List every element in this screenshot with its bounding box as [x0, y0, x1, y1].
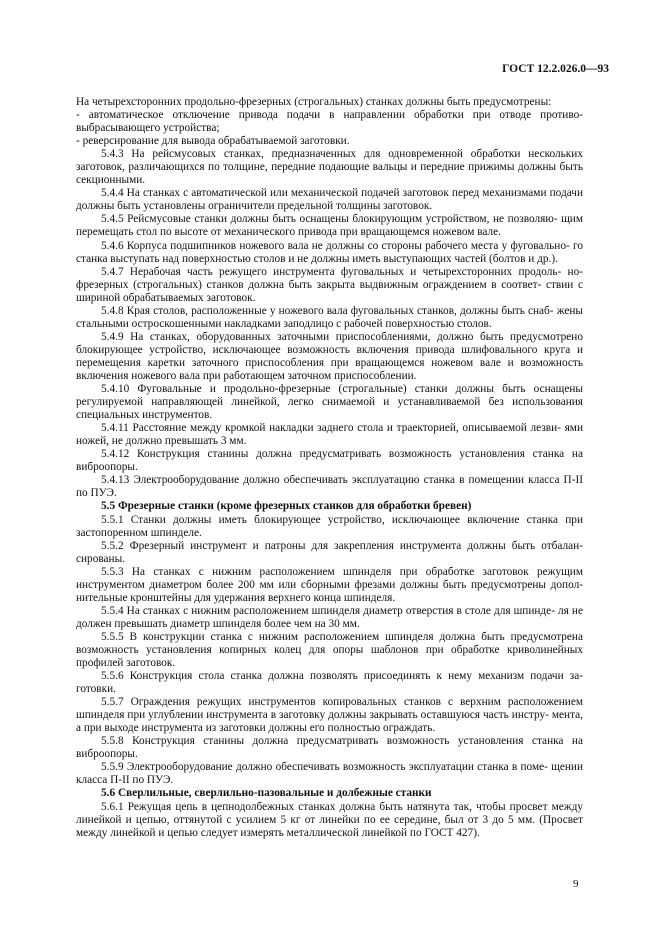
- clause-5-5-7: 5.5.7 Ограждения режущих инструментов копировальных станков с верхним расположением шпинделя при углублении инструмента в заготовку должны закрывать оставшуюся часть инстру- мента, а при выходе инструмента из заготовки должны его полностью ограждать.: [76, 696, 583, 735]
- clause-5-5-4: 5.5.4 На станках с нижним расположением шпинделя диаметр отверстия в столе для шпинде- ля не должен превышать диаметр шпинделя более чем на 30 мм.: [76, 604, 583, 630]
- clause-5-5-1: 5.5.1 Станки должны иметь блокирующее устройство, исключающее включение станка при застопоренном шпинделе.: [76, 513, 583, 539]
- clause-5-4-12: 5.4.12 Конструкция станины должна предусматривать возможность установления станка на виброопоры.: [76, 448, 583, 474]
- clause-5-5-8: 5.5.8 Конструкция станины должна предусматривать возможность установления станка на виброопоры.: [76, 735, 583, 761]
- page-number: 9: [573, 878, 579, 890]
- clause-5-4-7: 5.4.7 Нерабочая часть режущего инструмента фуговальных и четырехсторонних продоль- но-фрезерных (строгальных) станков должна быть закрыта выдвижным ограждением в соответ- ствии с шириной обрабатываемых заготовок.: [76, 265, 583, 304]
- clause-5-4-10: 5.4.10 Фуговальные и продольно-фрезерные (строгальные) станки должны быть оснащены регулируемой направляющей линейкой, легко снимаемой и устанавливаемой без использования специальных инструментов.: [76, 383, 583, 422]
- clause-5-4-3: 5.4.3 На рейсмусовых станках, предназначенных для одновременной обработки нескольких заготовок, различающихся по толщине, передние подающие вальцы и передние прижимы должны быть секционными.: [76, 148, 583, 187]
- clause-5-5-2: 5.5.2 Фрезерный инструмент и патроны для закрепления инструмента должны быть отбалан- сированы.: [76, 539, 583, 565]
- list-item: - реверсирование для вывода обрабатываемой заготовки.: [76, 135, 350, 148]
- clause-5-5-3: 5.5.3 На станках с нижним расположением шпинделя при обработке заготовок режущим инструментом диаметром более 200 мм или сборными фрезами должны быть предусмотрены допол- нительные кронштейны для удержания верхнего конца шпинделя.: [76, 565, 583, 604]
- section-heading-5-5: 5.5 Фрезерные станки (кроме фрезерных станков для обработки бревен): [101, 500, 472, 513]
- section-heading-5-6: 5.6 Сверлильные, сверлильно-пазовальные и долбежные станки: [101, 787, 432, 800]
- clause-5-5-5: 5.5.5 В конструкции станка с нижним расположением шпинделя должна быть предусмотрена возможность установления копирных колец для опоры шаблонов при обработке криволинейных профилей заготовок.: [76, 630, 583, 670]
- clause-5-4-8: 5.4.8 Края столов, расположенные у ножевого вала фуговальных станков, должны быть снаб- жены стальными остроскошенными накладками заподлицо с рабочей поверхностью столов.: [76, 304, 583, 330]
- clause-5-5-9: 5.5.9 Электрооборудование должно обеспечивать возможность эксплуатации станка в поме- щении класса П-II по ПУЭ.: [76, 761, 583, 787]
- clause-5-4-5: 5.4.5 Рейсмусовые станки должны быть оснащены блокирующим устройством, не позволяю- щим перемещать стол по высоте от механического привода при вращающемся ножевом вале.: [76, 213, 583, 239]
- clause-5-4-4: 5.4.4 На станках с автоматической или механической подачей заготовок перед механизмами подачи должны быть установлены ограничители предельной толщины заготовок.: [76, 187, 583, 213]
- list-item: - автоматическое отключение привода подачи в направлении обработки при отводе противо- выбрасывающего устройства;: [76, 109, 583, 135]
- document-body: [76, 96, 583, 840]
- standard-code-header: ГОСТ 12.2.026.0—93: [502, 63, 609, 75]
- clause-5-4-9: 5.4.9 На станках, оборудованных заточными приспособлениями, должно быть предусмотрено блокирующее устройство, исключающее возможность включения привода шлифовального круга и перемещения каретки заточного приспособления при вращающемся ножевом вале и возможность включения ножевого вала при работающем заточном приспособлении.: [76, 330, 583, 382]
- clause-5-4-11: 5.4.11 Расстояние между кромкой накладки заднего стола и траекторией, описываемой лезви- ями ножей, не должно превышать 3 мм.: [76, 422, 583, 448]
- clause-5-4-6: 5.4.6 Корпуса подшипников ножевого вала не должны со стороны рабочего места у фуговально- го станка выступать над поверхностью столов и не должны иметь выступающих частей (болтов и др.).: [76, 239, 583, 265]
- clause-5-6-1: 5.6.1 Режущая цепь в цепнодолбежных станках должна быть натянута так, чтобы просвет между линейкой и цепью, оттянутой с усилием 5 кг от линейки по ее середине, был от 3 до 5 мм. (Просвет между линейкой и цепью следует измерять металлической линейкой по ГОСТ 427).: [76, 800, 583, 839]
- clause-5-4-13: 5.4.13 Электрооборудование должно обеспечивать эксплуатацию станка в помещении класса П-II по ПУЭ.: [76, 474, 583, 500]
- clause-5-5-6: 5.5.6 Конструкция стола станка должна позволять присоединять к нему механизм подачи за- готовки.: [76, 670, 583, 696]
- paragraph: На четырехсторонних продольно-фрезерных (строгальных) станках должны быть предусмотрены:: [76, 96, 552, 108]
